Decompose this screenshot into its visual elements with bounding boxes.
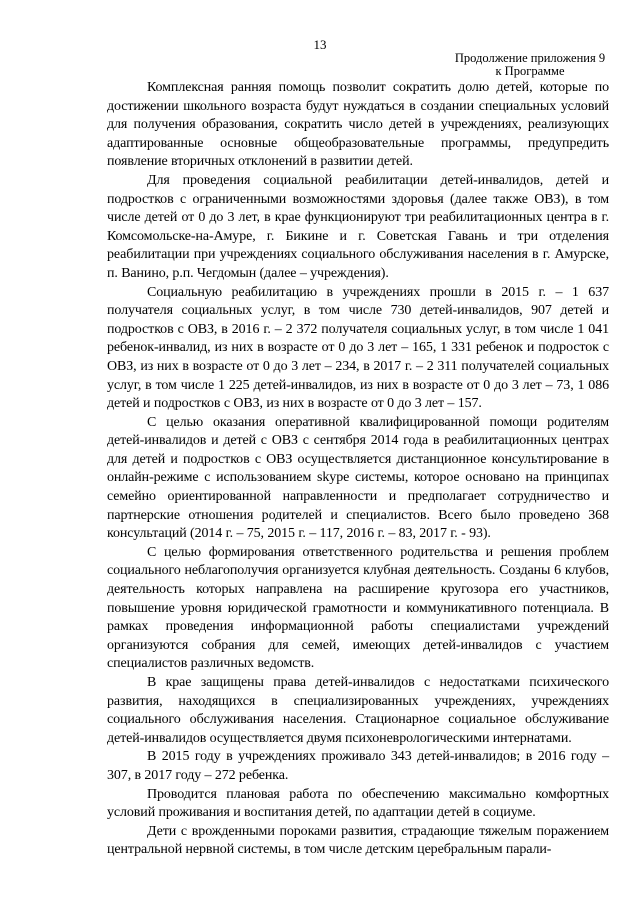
appendix-note-line-1: Продолжение приложения 9 [454, 51, 606, 65]
paragraph-club-activity: С целью формирования ответственного родительства и решения проблем социального неблагополучия организуется клубная деятельность. Созданы 6 клубов, деятельность которых направлена на расширение кругозора его участников, повышение уровня юридической грамотности и коммуникативного потенциала. В рамках проведения информационной работы специалистами учреждений организуются собрания для семей, имеющих детей-инвалидов с участием специалистов различных ведомств. [107, 544, 609, 672]
paragraph-congenital-defects: Дети с врожденными пороками развития, страдающие тяжелым поражением центральной нервной системы, в том числе детским церебральным парали- [107, 823, 609, 858]
paragraph-rehab-statistics: Социальную реабилитацию в учреждениях прошли в 2015 г. – 1 637 получателя социальных услуг, в том числе 730 детей-инвалидов, 907 детей и подростков с ОВЗ, в 2016 г. – 2 372 получателя социальных услуг, в том числе 1 041 ребенок-инвалид, из них в возрасте от 0 до 3 лет – 165, 1 331 ребенок и подросток с ОВЗ, из них в возрасте от 0 до 3 лет – 234, в 2017 г. – 2 311 получателей социальных услуг, в том числе 1 225 детей-инвалидов, из них в возрасте от 0 до 3 лет – 73, 1 086 детей и подростков с ОВЗ, из них в возрасте от 0 до 3 лет – 157. [107, 284, 609, 412]
paragraph-planned-work: Проводится плановая работа по обеспечению максимально комфортных условий проживания и воспитания детей, по адаптации детей в социуме. [107, 786, 609, 821]
appendix-note [420, 52, 640, 78]
paragraph-remote-consulting: С целью оказания оперативной квалифицированной помощи родителям детей-инвалидов и детей с ОВЗ с сентября 2014 года в реабилитационных центрах для детей и подростков с ОВЗ осуществляется дистанционное консультирование в онлайн-режиме с использованием skype системы, которое основано на принципах семейно ориентированной направленности и предполагает сотрудничество и партнерские отношения родителей и специалистов. Всего было проведено 368 консультаций (2014 г. – 75, 2015 г. – 117, 2016 г. – 83, 2017 г. - 93). [107, 414, 609, 542]
paragraph-residents-count: В 2015 году в учреждениях проживало 343 детей-инвалидов; в 2016 году – 307, в 2017 году – 272 ребенка. [107, 749, 609, 783]
body-text [107, 79, 609, 860]
paragraph-rehab-centers: Для проведения социальной реабилитации детей-инвалидов, детей и подростков с ограниченными возможностями здоровья (далее также ОВЗ), в том числе детей от 0 до 3 лет, в крае функционируют три реабилитационных центра в г. Комсомольске-на-Амуре, г. Бикине и г. Советская Гавань и три отделения реабилитации при учреждениях социального обслуживания населения в г. Амурске, п. Ванино, р.п. Чегдомын (далее – учреждения). [107, 172, 609, 281]
paragraph-early-help: Комплексная ранняя помощь позволит сократить долю детей, которые по достижении школьного возраста будут нуждаться в создании специальных условий для получения образования, сократить число детей в учреждениях, реализующих адаптированные основные общеобразовательные программы, предупредить появление вторичных отклонений в развитии детей. [107, 80, 609, 170]
appendix-note-line-2: к Программе [495, 64, 565, 78]
page-number: 13 [313, 37, 327, 52]
paragraph-rights-protection: В крае защищены права детей-инвалидов с недостатками психического развития, находящихся в специализированных учреждениях, учреждениях социального обслуживания населения. Стационарное социальное обслуживание детей-инвалидов осуществляется двумя психоневрологическими интернатами. [107, 675, 609, 746]
